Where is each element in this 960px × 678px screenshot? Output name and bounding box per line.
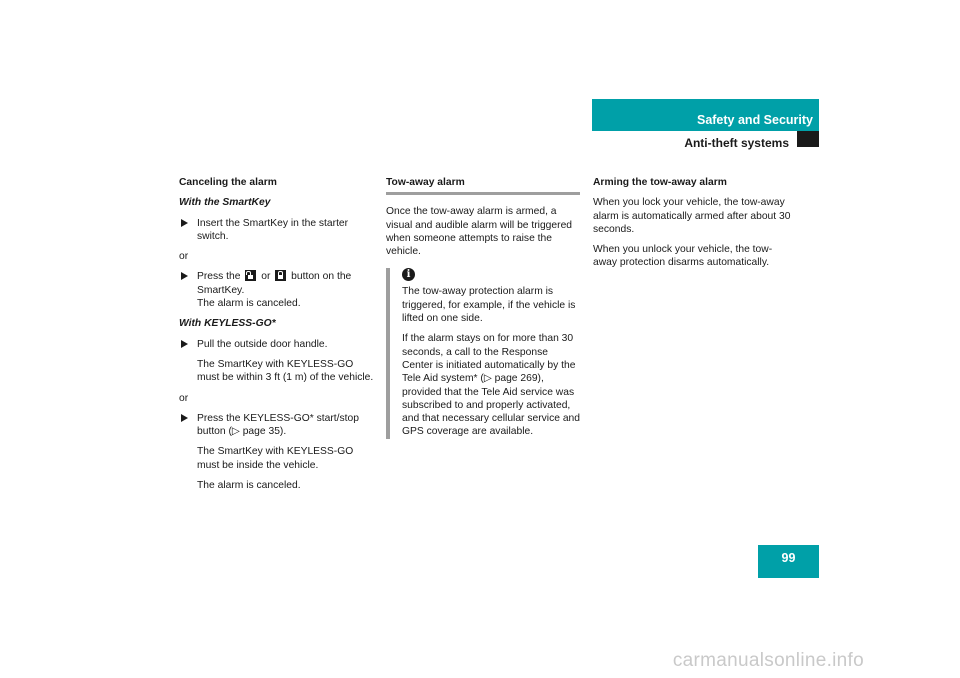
step-text: Insert the SmartKey in the starter switch.	[197, 217, 349, 242]
step-press-start-stop	[179, 412, 375, 439]
step-result: The alarm is canceled.	[197, 298, 301, 310]
step-note: The SmartKey with KEYLESS-GO must be inside the vehicle.	[197, 446, 354, 471]
or-separator: or	[179, 392, 189, 404]
step-text-post: button on the SmartKey.	[197, 271, 352, 296]
info-paragraph: The tow-away protection alarm is triggered, for example, if the vehicle is lifted on one side.	[402, 286, 576, 325]
keyless-go-subheading: With KEYLESS-GO*	[179, 318, 276, 330]
step-result: The alarm is canceled.	[197, 480, 301, 492]
page-number: 99	[781, 551, 796, 565]
page-number-box	[758, 545, 819, 578]
step-text: Press the KEYLESS-GO* start/stop button (▷ page 35).	[197, 412, 359, 438]
header-bar	[592, 99, 819, 131]
unlock-icon	[245, 270, 256, 281]
bullet-arrow-icon	[181, 414, 188, 422]
disarming-paragraph: When you unlock your vehicle, the tow-away protection disarms automatically.	[593, 244, 773, 269]
bullet-arrow-icon	[181, 219, 188, 227]
info-box	[386, 268, 580, 438]
step-press-button	[179, 270, 375, 297]
step-text: Pull the outside door handle.	[197, 338, 328, 350]
info-paragraph: If the alarm stays on for more than 30 seconds, a call to the Response Center is initiated automatically by the Tele Aid system* (▷ page 269), provided that the Tele Aid service was subscribed to and properly activated, and that necessary cellular service and GPS coverage are available.	[402, 333, 581, 438]
lock-icon	[275, 270, 286, 281]
step-text-pre: Press the	[197, 271, 241, 283]
canceling-alarm-heading: Canceling the alarm	[179, 177, 277, 188]
column-canceling-alarm	[179, 176, 375, 492]
tow-away-intro: Once the tow-away alarm is armed, a visual and audible alarm will be triggered when someone attempts to raise the vehicle.	[386, 206, 573, 258]
section-title: Safety and Security	[696, 113, 813, 127]
step-insert-smartkey	[179, 217, 375, 244]
watermark: carmanualsonline.info	[672, 650, 864, 671]
smartkey-subheading: With the SmartKey	[179, 197, 271, 209]
step-note: The SmartKey with KEYLESS-GO must be within 3 ft (1 m) of the vehicle.	[197, 358, 374, 384]
step-text-or: or	[261, 271, 271, 283]
or-separator: or	[179, 251, 189, 263]
bullet-arrow-icon	[181, 272, 188, 280]
subsection-title: Anti-theft systems	[684, 136, 789, 150]
column-arming-alarm	[593, 176, 793, 270]
arming-heading: Arming the tow-away alarm	[593, 177, 727, 188]
tow-away-heading: Tow-away alarm	[386, 177, 465, 188]
info-icon: i	[402, 268, 415, 281]
arming-paragraph: When you lock your vehicle, the tow-away alarm is automatically armed after about 30 seconds.	[593, 197, 791, 235]
step-pull-door-handle	[179, 338, 375, 351]
heading-rule	[386, 192, 580, 195]
bullet-arrow-icon	[181, 340, 188, 348]
subsection-marker	[797, 131, 819, 147]
column-tow-away-alarm	[386, 176, 580, 439]
